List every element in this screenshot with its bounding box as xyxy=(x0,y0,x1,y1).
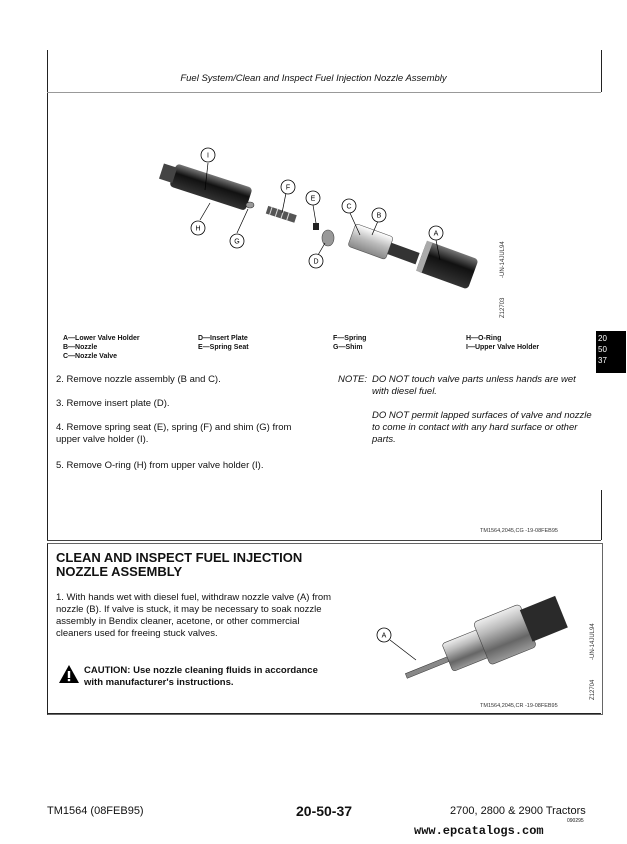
frame-right-rule xyxy=(601,50,602,92)
legend-item: D—Insert Plate xyxy=(198,335,248,342)
nozzle-part xyxy=(348,223,422,269)
header-rule xyxy=(47,92,601,93)
footer-page-number: 20-50-37 xyxy=(296,803,353,819)
note-label: NOTE: xyxy=(338,374,368,385)
callout-H-label: H xyxy=(195,225,201,233)
nozzle-valve-figure xyxy=(368,580,588,690)
section2-bottom-rule xyxy=(47,713,601,714)
reference-code-1: TM1564,2045,CG -19-08FEB95 xyxy=(480,528,558,534)
section2-step-1: 1. With hands wet with diesel fuel, withdraw nozzle valve (A) from nozzle (B). If valve is stuck, it may be necessary to soak nozzle assembly in Bendix cleaner, acetone, or other commercial cleaners used for freeing stuck valves. xyxy=(56,592,332,639)
legend-item: I—Upper Valve Holder xyxy=(466,344,540,351)
footer-site: www.epcatalogs.com xyxy=(414,824,544,838)
callout-G-label: G xyxy=(234,238,240,246)
frame-right-rule-lower xyxy=(601,490,602,540)
tab-section: 50 xyxy=(598,345,607,354)
callout-D-label: D xyxy=(313,258,319,266)
legend-item: E—Spring Seat xyxy=(198,344,249,351)
callout-E-label: E xyxy=(310,195,316,203)
legend-col-4 xyxy=(466,334,539,352)
step-4: 4. Remove spring seat (E), spring (F) and shim (G) from upper valve holder (I). xyxy=(56,422,292,445)
section2-heading: CLEAN AND INSPECT FUEL INJECTION NOZZLE ASSEMBLY xyxy=(56,550,303,579)
note-line-1: DO NOT touch valve parts unless hands are wet with diesel fuel. xyxy=(372,374,576,397)
legend-item: F—Spring xyxy=(333,335,367,342)
legend-item: B—Nozzle xyxy=(63,344,98,351)
tab-group: 20 xyxy=(598,334,607,343)
callout-A-fig2-label: A xyxy=(381,632,387,640)
legend-col-2 xyxy=(198,334,249,352)
legend-item: A—Lower Valve Holder xyxy=(63,335,140,342)
note-line-2: DO NOT permit lapped surfaces of valve and nozzle to come in contact with any hard surface or other parts. xyxy=(372,410,592,445)
frame-bottom-rule xyxy=(47,540,601,541)
figure1-id-upper: -UN-14JUL94 xyxy=(500,241,506,278)
callout-C-label: C xyxy=(346,203,352,211)
section-tabs xyxy=(596,331,626,373)
step-3: 3. Remove insert plate (D). xyxy=(56,398,170,409)
callout-A-label: A xyxy=(433,230,439,238)
spring-part xyxy=(266,206,297,223)
footer-product: 2700, 2800 & 2900 Tractors xyxy=(450,805,586,817)
step-2: 2. Remove nozzle assembly (B and C). xyxy=(56,374,221,385)
figure2-id-lower: Z12704 xyxy=(590,679,596,700)
lower-valve-holder-part xyxy=(416,241,479,290)
figure2-id-upper: -UN-14JUL94 xyxy=(590,623,596,660)
footer-manual-id: TM1564 (08FEB95) xyxy=(47,805,144,817)
section-title: Fuel System/Clean and Inspect Fuel Injection Nozzle Assembly xyxy=(180,73,447,84)
reference-code-2: TM1564,2045,CR -19-08FEB95 xyxy=(480,703,558,709)
exploded-nozzle-figure xyxy=(150,135,500,305)
tab-page: 37 xyxy=(598,356,607,365)
legend-item: C—Nozzle Valve xyxy=(63,353,118,360)
legend-col-3 xyxy=(333,334,366,352)
callout-F-label: F xyxy=(285,184,291,192)
frame-left-rule xyxy=(47,50,48,540)
legend-item: H—O-Ring xyxy=(466,335,502,342)
legend-col-1 xyxy=(63,334,140,361)
callout-I-label: I xyxy=(207,152,209,160)
legend-item: G—Shim xyxy=(333,344,363,351)
step-5: 5. Remove O-ring (H) from upper valve holder (I). xyxy=(56,460,264,471)
figure1-id-lower: Z12703 xyxy=(500,297,506,318)
footer-date: 090295 xyxy=(567,818,584,824)
warning-icon xyxy=(58,664,80,684)
caution-text: CAUTION: Use nozzle cleaning fluids in accordance with manufacturer's instructions. xyxy=(84,665,318,688)
callout-B-label: B xyxy=(376,212,382,220)
